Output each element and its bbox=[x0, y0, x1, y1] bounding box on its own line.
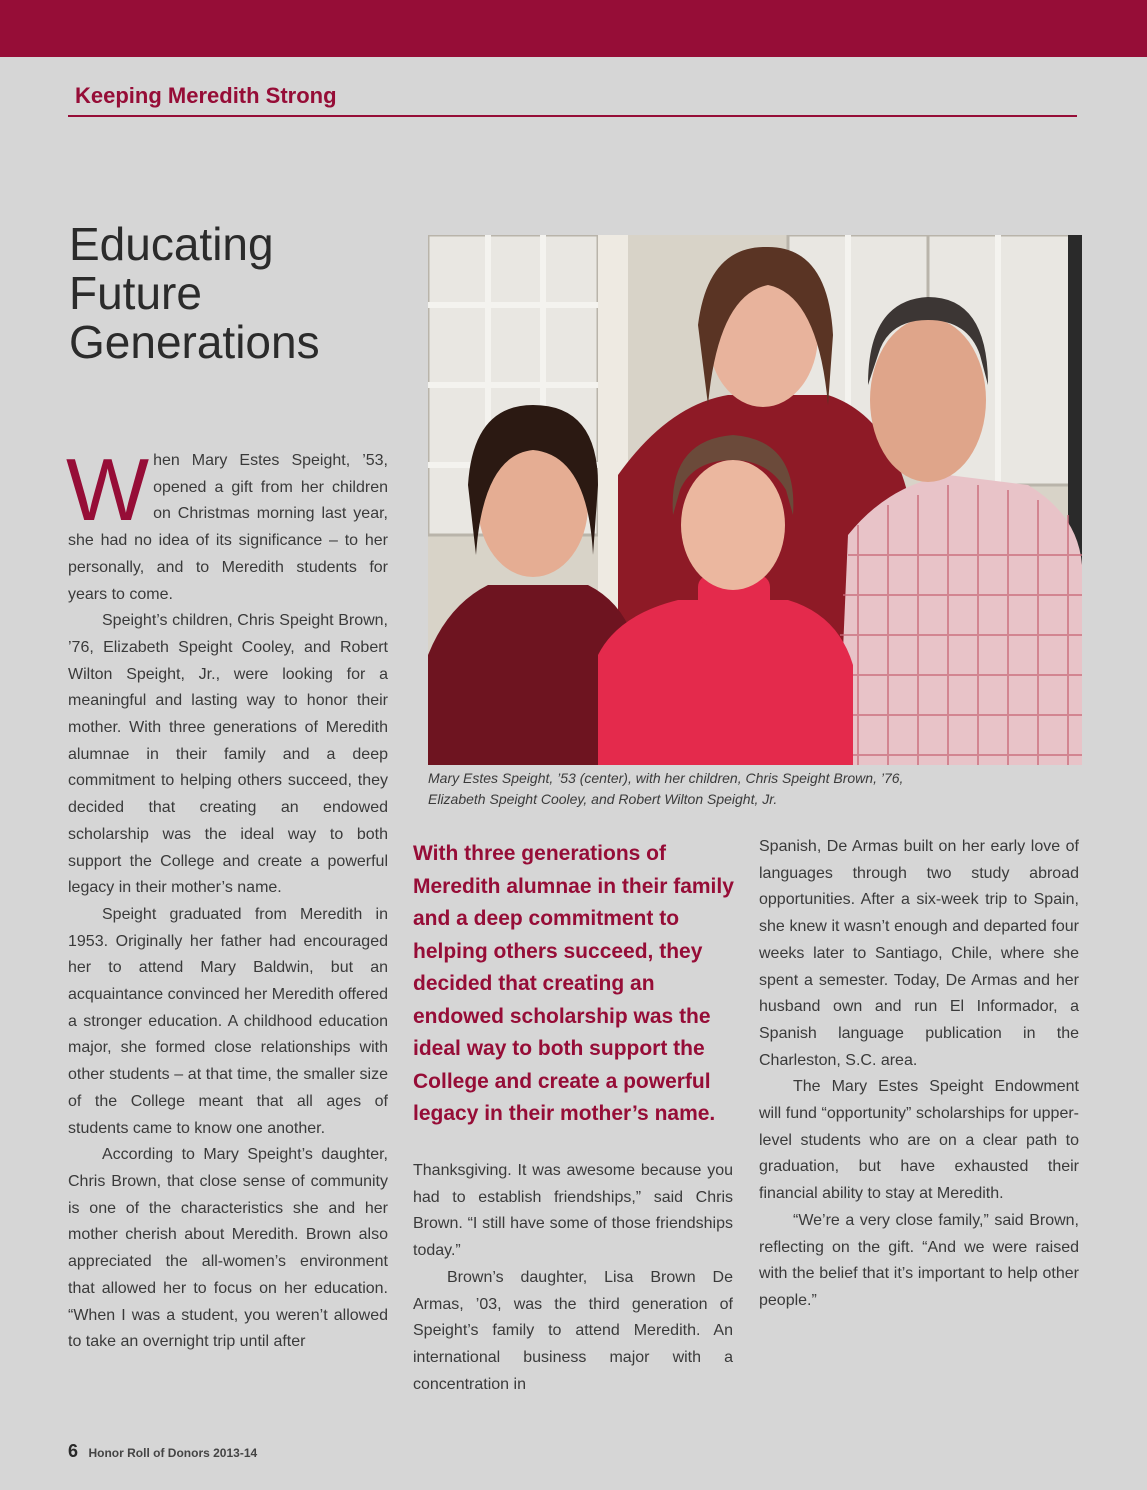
title-line: Educating bbox=[69, 218, 274, 270]
body-paragraph: Thanksgiving. It was awesome because you had to establish friendships,” said Chris Brown. “I still have some of those friendships today.” bbox=[413, 1162, 733, 1260]
body-column-2 bbox=[413, 1158, 733, 1398]
title-line: Future bbox=[69, 267, 202, 319]
title-line: Generations bbox=[69, 316, 320, 368]
heading-rule bbox=[68, 115, 1077, 117]
drop-cap: W bbox=[66, 440, 150, 539]
top-color-bar bbox=[0, 0, 1147, 57]
body-paragraph: Speight graduated from Meredith in 1953. Originally her father had encouraged her to attend Mary Baldwin, but an acquaintance convinced her Meredith offered a stronger education. A childhood education major, she formed close relationships with other students – at that time, the smaller size of the College meant that all ages of students came to know one another. bbox=[68, 905, 388, 1137]
body-paragraph: The Mary Estes Speight Endowment will fund “opportunity” scholarships for upper-level students who are on a clear path to graduation, but have exhausted their financial ability to stay at Meredith. bbox=[759, 1078, 1079, 1203]
article-title bbox=[69, 220, 399, 367]
body-paragraph: According to Mary Speight’s daughter, Chris Brown, that close sense of community is one of the characteristics she and her mother cherish about Meredith. Brown also appreciated the all-women’s environment that allowed her to focus on her education. “When I was a student, you weren’t allowed to take an overnight trip until after bbox=[68, 1146, 388, 1351]
page-number: 6 bbox=[68, 1441, 79, 1461]
body-paragraph: Brown’s daughter, Lisa Brown De Armas, ’03, was the third generation of Speight’s family to attend Meredith. An international business major with a concentration in bbox=[413, 1268, 733, 1393]
body-paragraph: When Mary Estes Speight, ’53, opened a gift from her children on Christmas morning last year, she had no idea of its significance – to her personally, and to Meredith students for years to come. bbox=[66, 440, 388, 603]
pull-quote: With three generations of Meredith alumnae in their family and a deep commitment to helping others succeed, they decided that creating an endowed scholarship was the ideal way to both support the College and create a powerful legacy in their mother’s name. bbox=[413, 842, 734, 1125]
body-paragraph: “We’re a very close family,” said Brown, reflecting on the gift. “And we were raised with the belief that it’s important to help other people.” bbox=[759, 1211, 1079, 1309]
family-photo bbox=[428, 235, 1082, 765]
body-paragraph: Speight’s children, Chris Speight Brown, ’76, Elizabeth Speight Cooley, and Robert Wilton Speight, Jr., were looking for a meaningful and lasting way to honor their mother. With three generations of Meredith alumnae in their family and a deep commitment to helping others succeed, they decided that creating an endowed scholarship was the ideal way to both support the College and create a powerful legacy in their mother’s name. bbox=[68, 612, 388, 897]
page-footer bbox=[68, 1441, 257, 1462]
caption-line: Mary Estes Speight, ’53 (center), with her children, Chris Speight Brown, ’76, bbox=[428, 770, 904, 786]
publication-name: Honor Roll of Donors 2013-14 bbox=[88, 1446, 258, 1460]
photo-caption bbox=[428, 768, 948, 810]
body-paragraph: Spanish, De Armas built on her early love of languages through two study abroad opportunities. After a six-week trip to Spain, she knew it wasn’t enough and departed four weeks later to Santiago, Chile, where she spent a semester. Today, De Armas and her husband own and run El Informador, a Spanish language publication in the Charleston, S.C. area. bbox=[759, 838, 1079, 1069]
caption-line: Elizabeth Speight Cooley, and Robert Wilton Speight, Jr. bbox=[428, 791, 778, 807]
section-heading: Keeping Meredith Strong bbox=[75, 83, 337, 108]
body-column-1 bbox=[66, 440, 388, 1356]
body-column-3 bbox=[759, 834, 1079, 1315]
